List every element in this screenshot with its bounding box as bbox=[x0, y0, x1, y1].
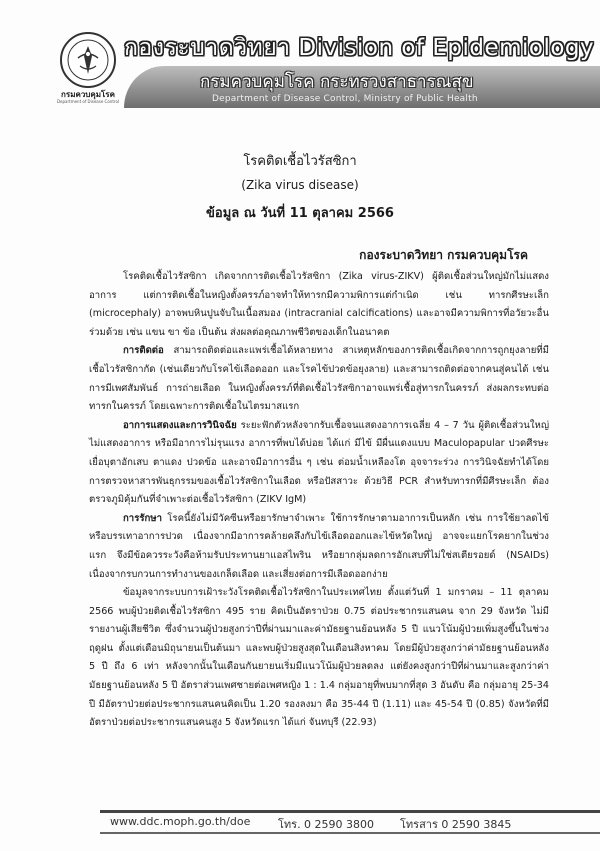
page-footer bbox=[100, 810, 600, 834]
division-title: กองระบาดวิทยา Division of Epidemiology bbox=[124, 35, 595, 61]
issuing-organization: กองระบาดวิทยา กรมควบคุมโรค bbox=[359, 248, 528, 262]
paragraph-transmission: การติดต่อ สามารถติดต่อและแพร่เชื้อได้หลายทาง สาเหตุหลักของการติดเชื้อเกิดจากการถูกยุงลายที่มีเชื้อไวรัสซิกากัด (เช่นเดียวกับโรคไข้เลือดออก และโรคไข้ปวดข้อยุงลาย) และสามารถติดต่อจากคนสู่คนได้ เช่น การมีเพศสัมพันธ์ การถ่ายเลือด ในหญิงตั้งครรภ์ที่ติดเชื้อไวรัสซิกาอาจแพร่เชื้อสู่ทารกในครรภ์ ส่งผลกระทบต่อทารกในครรภ์ โดยเฉพาะการติดเชื้อในไตรมาสแรก bbox=[89, 345, 549, 413]
paragraph-heading: การติดต่อ bbox=[123, 345, 164, 357]
letterhead bbox=[0, 0, 600, 118]
paragraph-treatment: การรักษา โรคนี้ยังไม่มีวัคซีนหรือยารักษาจำเพาะ ใช้การรักษาตามอาการเป็นหลัก เช่น การใช้ยาลดไข้ หรือบรรเทาอาการปวด เนื่องจากมีอาการคล้ายคลึงกับไข้เลือดออกและไข้หวัดใหญ่ อาจจะแยกโรคยากในช่วงแรก จึงมีข้อควรระวังคือห้ามรับประทานยาแอสไพริน หรือยากลุ่มลดการอักเสบที่ไม่ใช่สเตียรอยด์ (NSAIDs) เนื่องจากรบกวนการทำงานของเกล็ดเลือด และเสี่ยงต่อการมีเลือดออกง่าย bbox=[89, 512, 549, 580]
paragraph-overview: โรคติดเชื้อไวรัสซิกา เกิดจากการติดเชื้อไวรัสซิกา (Zika virus-ZIKV) ผู้ติดเชื้อส่วนใหญ่มักไม่แสดงอาการ แต่การติดเชื้อในหญิงตั้งครรภ์อาจทำให้ทารกมีความพิการแต่กำเนิด เช่น ทารกศีรษะเล็ก (microcephaly) อาจพบหินปูนจับในเนื้อสมอง (intracranial calcifications) และอาจมีความพิการที่อวัยวะอื่นร่วมด้วย เช่น แขน ขา ข้อ เป็นต้น ส่งผลต่อคุณภาพชีวิตของเด็กในอนาคต bbox=[89, 271, 549, 338]
paragraph-heading: อาการแสดงและการวินิจฉัย bbox=[123, 419, 237, 431]
footer-website: www.ddc.moph.go.th/doe bbox=[110, 815, 251, 828]
logo-label: กรมควบคุมโรค bbox=[61, 90, 115, 99]
footer-telephone: โทร. 0 2590 3800 bbox=[278, 818, 375, 831]
document-title-th: โรคติดเชื้อไวรัสซิกา bbox=[243, 154, 357, 169]
department-logo bbox=[56, 30, 120, 110]
logo-label-en: Department of Disease Control bbox=[56, 99, 120, 104]
paragraph-symptoms: อาการแสดงและการวินิจฉัย ระยะฟักตัวหลังจากรับเชื้อจนแสดงอาการเฉลี่ย 4 – 7 วัน ผู้ติดเชื้อส่วนใหญ่ไม่แสดงอาการ หรือมีอาการไม่รุนแรง อาการที่พบได้บ่อย ได้แก่ มีไข้ มีผื่นแดงแบบ Maculopapular ปวดศีรษะ เยื่อบุตาอักเสบ ตาแดง ปวดข้อ และอาจมีอาการอื่น ๆ เช่น ต่อมน้ำเหลืองโต อุจจาระร่วง การวินิจฉัยทำได้โดยการตรวจหาสารพันธุกรรมของเชื้อไวรัสซิกาในเลือด หรือปัสสาวะ ด้วยวิธี PCR สำหรับทารกที่มีศีรษะเล็ก ต้องตรวจภูมิคุ้มกันที่จำเพาะต่อเชื้อไวรัสซิกา (ZIKV IgM) bbox=[89, 419, 549, 506]
paragraph-heading: การรักษา bbox=[123, 512, 163, 524]
data-date: ข้อมูล ณ วันที่ 11 ตุลาคม 2566 bbox=[206, 206, 394, 221]
document-body bbox=[89, 268, 549, 733]
footer-fax: โทรสาร 0 2590 3845 bbox=[400, 818, 512, 831]
department-subtitle-en: Department of Disease Control, Ministry of Public Health bbox=[212, 94, 478, 104]
seal-icon bbox=[60, 32, 116, 88]
paragraph-surveillance: ข้อมูลจากระบบการเฝ้าระวังโรคติดเชื้อไวรัสซิกาในประเทศไทย ตั้งแต่วันที่ 1 มกราคม – 11 ตุลาคม 2566 พบผู้ป่วยติดเชื้อไวรัสซิกา 495 ราย คิดเป็นอัตราป่วย 0.75 ต่อประชากรแสนคน จาก 29 จังหวัด ไม่มีรายงานผู้เสียชีวิต ซึ่งจำนวนผู้ป่วยสูงกว่าปีที่ผ่านมาและค่ามัธยฐานย้อนหลัง 5 ปี แนวโน้มผู้ป่วยเพิ่มสูงขึ้นในช่วงฤดูฝน ตั้งแต่เดือนมิถุนายนเป็นต้นมา และพบผู้ป่วยสูงสุดในเดือนสิงหาคม โดยมีผู้ป่วยสูงกว่าค่ามัธยฐานย้อนหลัง 5 ปี ถึง 6 เท่า หลังจากนั้นในเดือนกันยายนเริ่มมีแนวโน้มผู้ป่วยลดลง แต่ยังคงสูงกว่าปีที่ผ่านมาและสูงกว่าค่ามัธยฐานย้อนหลัง 5 ปี อัตราส่วนเพศชายต่อเพศหญิง 1 : 1.4 กลุ่มอายุที่พบมากที่สุด 3 อันดับ คือ กลุ่มอายุ 25-34 ปี มีอัตราป่วยต่อประชากรแสนคนคิดเป็น 1.20 รองลงมา คือ 35-44 ปี (1.11) และ 45-54 ปี (0.85) จังหวัดที่มีอัตราป่วยต่อประชากรแสนคนสูง 5 จังหวัดแรก ได้แก่ จันทบุรี (22.93) bbox=[89, 587, 549, 729]
footer-rule-bottom bbox=[100, 832, 600, 834]
document-title-en: (Zika virus disease) bbox=[241, 178, 359, 192]
department-subtitle: กรมควบคุมโรค กระทรวงสาธารณสุข bbox=[200, 72, 474, 92]
footer-rule bbox=[100, 810, 600, 813]
